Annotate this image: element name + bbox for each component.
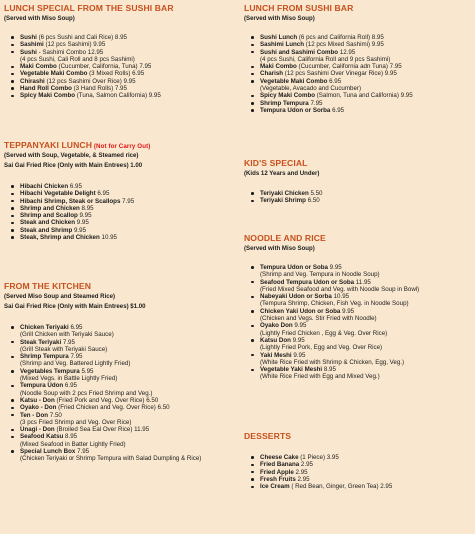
menu-list [260,34,475,114]
menu-item [20,70,237,77]
item-detail: 6.95 [68,324,83,331]
menu-item [20,92,237,99]
menu-item [260,352,475,367]
menu-item [20,324,237,339]
item-name: Fried Apple [260,468,294,476]
item-note: (4 pcs Sushi, Cali Roll and 8 pcs Sashimi) [20,55,135,63]
item-note: (4 pcs Sushi, California Roll and 9 pcs Sashimi) [260,55,391,63]
title-note: (Not for Carry Out) [92,143,151,150]
item-detail: (12 pcs Sashimi Over Rice) 9.95 [44,77,136,85]
item-note: (Noodle Soup with 2 pcs Fried Shrimp and Veg.) [20,389,153,397]
menu-item [260,461,475,468]
section-title [244,3,475,13]
menu-item [260,264,475,279]
item-name: Hand Roll Combo [20,85,72,93]
item-name: Steak and Chicken [20,219,76,227]
item-name: Sushi and Sashimi Combo [260,48,339,56]
section-title-text: DESSERTS [244,431,292,441]
item-detail: 6.95 [330,106,345,114]
item-name: Vegetable Maki Combo [20,70,88,78]
item-detail: 10.95 [99,234,117,242]
section-title-text: TEPPANYAKI LUNCH [4,140,93,150]
menu-item [20,382,237,397]
menu-item [20,63,237,70]
item-name: Teriyaki Shrimp [260,197,306,205]
item-name: Sashimi Lunch [260,41,305,49]
item-detail: 5.95 [79,367,94,375]
menu-item [20,433,237,448]
item-name: Chirashi [20,77,45,85]
section-subtitle: Sai Gai Fried Rice (Only with Main Entrees) $1.00 [4,302,146,310]
section-title [244,158,475,168]
menu-item [20,368,237,383]
section-desserts [244,431,475,491]
item-name: Sushi Lunch [260,34,298,41]
menu-item [20,448,237,463]
item-name: Charish [260,70,284,78]
item-detail: 11.95 [354,278,371,286]
item-note: (Shrimp and Veg. Tempura in Noodle Soup) [260,271,380,279]
menu-item [260,41,475,48]
menu-item [20,234,237,241]
item-detail: (12 pcs Mixed Sashimi) 9.95 [304,41,384,49]
item-detail: 9.95 [75,219,89,227]
menu-item [20,426,237,433]
menu-item [20,412,237,427]
section-title [4,140,237,150]
item-detail: ( Red Bean, Ginger, Green Tea) 2.95 [289,483,393,491]
item-name: Vegetable Maki Combo [260,77,328,85]
item-name: Vegetable Yaki Meshi [260,366,323,374]
section-title [244,233,475,243]
item-name: Yaki Meshi [260,351,292,359]
item-name: Tempura Udon or Sorba [260,106,331,114]
item-detail: (Cucumber, California adn Tuna) 7.95 [296,63,402,71]
item-detail: 9.95 [72,226,87,234]
item-note: (Lightly Fried Chicken , Egg & Veg. Over Rice) [260,329,388,337]
menu-item [260,322,475,337]
item-detail: 12.95 [338,48,356,56]
menu-item [260,92,475,99]
section-subtitle: (Served with Miso Soup) [4,15,75,23]
item-detail: (Tuna, Salmon California) 9.95 [75,92,161,100]
item-name: Tempura Udon or Soba [260,264,328,271]
item-note: (Chicken and Vegs. Stir Fried with Noodle) [260,315,377,323]
item-detail: 8.95 [63,433,78,441]
menu-item [20,353,237,368]
menu-item [260,469,475,476]
item-name: Hibachi Chicken [20,183,69,190]
menu-item [260,70,475,77]
item-detail: 10.95 [331,293,350,301]
item-detail: (Salmon, Tuna and California) 9.95 [315,92,413,100]
menu-item [260,454,475,461]
item-note: (Tempura Shrimp, Chicken, Fish Veg. in Noodle Soup) [260,300,409,308]
item-detail: 7.95 [68,353,83,361]
item-detail: 6.95 [327,77,342,85]
menu-item [20,41,237,48]
menu-item [20,404,237,411]
item-name: Chicken Teriyaki [20,324,69,331]
item-detail: 7.95 [308,99,323,107]
item-detail: (12 pcs Sashimi Over Vinegar Rice) 9.95 [283,70,397,78]
item-name: Special Lunch Box [20,448,76,456]
menu-item [260,476,475,483]
menu-item [20,339,237,354]
item-detail: 9.95 [340,307,355,315]
item-name: Steak Teriyaki [20,338,62,346]
item-note: (3 pcs Fried Shrimp and Veg. Over Rice) [20,418,132,426]
item-name: Spicy Maki Combo [20,92,76,100]
item-name: Teriyaki Chicken [260,190,309,197]
menu-item [20,190,237,197]
item-detail: 7.95 [61,338,75,346]
menu-item [20,183,237,190]
item-name: Shrimp and Scallop [20,212,78,220]
section-title-text: LUNCH FROM SUSHI BAR [244,3,354,13]
item-name: Shrimp Tempura [20,353,69,361]
item-note: (Grill Steak with Teriyaki Sauce) [20,345,108,353]
item-detail: 7.95 [120,197,135,205]
menu-list [20,324,237,463]
section-title [244,431,475,441]
menu-list [260,190,475,205]
menu-item [20,85,237,92]
menu-item [20,227,237,234]
item-detail: 9.95 [291,351,306,359]
section-subtitle: (Served with Miso Soup) [244,15,315,23]
item-name: Maki Combo [260,63,297,71]
item-name: Unagi - Don [20,426,55,434]
menu-item [20,198,237,205]
section-title [4,3,237,13]
menu-list [260,454,475,490]
item-detail: 8.95 [322,366,336,374]
item-name: Tempura Udon [20,382,64,390]
item-name: Hibachi Shrimp, Steak or Scallops [20,197,121,205]
menu-list [20,183,237,241]
section-sushi-bar-special [4,3,237,100]
item-name: Shrimp and Chicken [20,204,80,212]
item-detail: 9.95 [77,212,92,220]
menu-item [260,293,475,308]
item-detail: 9.95 [327,264,342,271]
section-subtitle: Sai Gai Fried Rice (Only with Main Entrees) 1.00 [4,161,143,169]
menu-item [20,205,237,212]
item-name: Hibachi Vegetable Delight [20,190,96,198]
item-detail: 2.95 [295,475,310,483]
menu-item [260,279,475,294]
section-title-text: KID'S SPECIAL [244,158,308,168]
menu-item [260,366,475,381]
item-detail: (1 Piece) 3.95 [298,454,339,461]
item-note: (Grill Chicken with Teriyaki Sauce) [20,331,114,339]
item-name: Katsu Don [260,336,291,344]
item-name: Steak, Shrimp and Chicken [20,234,100,242]
section-subtitle: (Served with Miso Soup) [244,245,315,253]
item-detail: (6 pcs Sushi and Cali Rice) 8.95 [36,34,127,41]
item-detail: 9.95 [292,322,307,330]
item-name: Ten - Don [20,411,49,419]
menu-item [260,308,475,323]
item-note: (Mixed Vegs. in Battle Lightly Fried) [20,375,118,383]
item-note: (Chicken Teriyaki or Shrimp Tempura with Salad Dumpling & Rice) [20,455,202,463]
section-teppanyaki-lunch [4,140,237,242]
menu-item [260,337,475,352]
section-title [4,281,237,291]
item-note: (Fried Mixed Seafood and Veg. with Noodle Soup in Bowl) [260,285,420,293]
menu-list [20,34,237,100]
menu-item [260,34,475,41]
item-detail: 5.50 [308,190,323,197]
item-detail: (3 Hand Rolls) 7.95 [71,85,127,93]
menu-item [260,197,475,204]
item-detail: (6 pcs and California Roll) 8.95 [297,34,384,41]
item-name: Spicy Maki Combo [260,92,316,100]
menu-item [20,219,237,226]
section-title-text: NOODLE AND RICE [244,233,326,243]
item-detail: (3 Mixed Rolls) 6.95 [87,70,145,78]
item-detail: (12 pcs Sashimi) 9.95 [43,41,106,49]
item-name: Cheese Cake [260,454,299,461]
item-detail: 2.95 [299,461,313,469]
menu-item [20,34,237,41]
menu-item [260,190,475,197]
item-name: Chicken Yaki Udon or Soba [260,307,341,315]
item-name: Oyako - Don [20,404,57,412]
menu-list [260,264,475,381]
item-note: (Shrimp and Veg. Battered Lightly Fried) [20,360,131,368]
item-name: Vegetables Tempura [20,367,80,375]
item-detail: 6.95 [68,183,82,190]
section-subtitle: (Served Miso Soup and Steamed Rice) [4,293,116,301]
item-name: Nabeyaki Udon or Sorba [260,293,332,301]
section-subtitle: (Kids 12 Years and Under) [244,170,320,178]
section-title-text: FROM THE KITCHEN [4,281,92,291]
menu-item [20,78,237,85]
item-detail: (Fried Chicken and Veg. Over Rice) 6.50 [56,404,170,412]
item-detail: (Cucumber, California, Tuna) 7.95 [56,63,152,71]
item-detail: - Sashimi Combo 12.95 [36,48,104,56]
menu-item [260,107,475,114]
item-note: (White Rice Fried with Egg and Mixed Veg.) [260,373,380,381]
item-detail: (Broiled Sea Eal Over Rice) 11.95 [54,426,150,434]
item-name: Oyako Don [260,322,293,330]
item-name: Maki Combo [20,63,57,71]
item-detail: 6.50 [305,197,320,205]
menu-item [260,483,475,490]
menu-item [260,78,475,93]
item-detail: (Fried Pork and Veg. Over Rice) 6.50 [54,396,159,404]
item-note: (Mixed Seafood in Batter Lightly Fried) [20,440,126,448]
menu-item [20,49,237,64]
item-name: Seafood Katsu [20,433,64,441]
item-name: Ice Cream [260,483,290,491]
menu-item [260,49,475,64]
item-name: Sashimi [20,41,44,49]
item-name: Sushi [20,48,37,56]
section-noodle-and-rice [244,233,475,381]
item-note: (Vegetable, Avacado and Cucumber) [260,85,362,93]
item-detail: 7.95 [75,448,90,456]
item-name: Fried Banana [260,461,300,469]
item-name: Sushi [20,34,37,41]
item-note: (White Rice Fried with Shrimp & Chicken, Egg, Veg.) [260,358,405,366]
section-kids-special [244,158,475,205]
section-from-the-kitchen [4,281,237,463]
item-name: Steak and Shrimp [20,226,73,234]
item-name: Katsu - Don [20,396,55,404]
item-name: Shrimp Tempura [260,99,309,107]
menu-item [260,100,475,107]
section-title-text: LUNCH SPECIAL FROM THE SUSHI BAR [4,3,174,13]
item-detail: 8.95 [79,204,94,212]
item-detail: 6.95 [63,382,77,390]
item-detail: 9.95 [290,336,305,344]
menu-item [20,212,237,219]
item-note: (Lightly Fried Pork, Egg and Veg. Over Rice) [260,344,383,352]
item-detail: 7.50 [48,411,62,419]
menu-item [20,397,237,404]
item-name: Fresh Fruits [260,475,296,483]
section-lunch-from-sushi-bar [244,3,475,114]
item-name: Seafood Tempura Udon or Soba [260,278,355,286]
section-subtitle: (Served with Soup, Vegetable, & Steamed rice) [4,152,139,160]
menu-item [260,63,475,70]
item-detail: 2.95 [293,468,308,476]
item-detail: 6.95 [95,190,110,198]
